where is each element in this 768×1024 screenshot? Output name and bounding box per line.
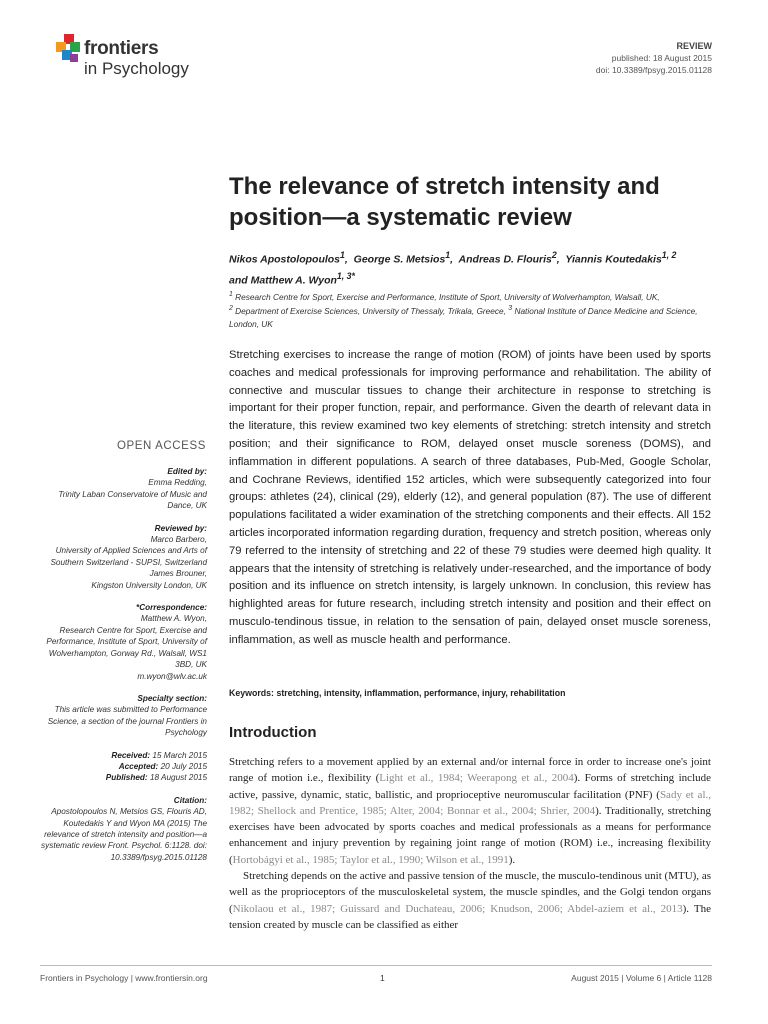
keywords-label: Keywords: bbox=[229, 688, 274, 698]
footer-issue: August 2015 | Volume 6 | Article 1128 bbox=[571, 973, 712, 983]
doi: doi: 10.3389/fpsyg.2015.01128 bbox=[595, 65, 712, 75]
published-date: 18 August 2015 bbox=[149, 773, 207, 783]
correspondence-label: *Correspondence: bbox=[136, 603, 207, 613]
author-sup: 1, 2 bbox=[661, 250, 677, 260]
published-label: Published: bbox=[105, 773, 148, 783]
text-run: ). The tension created by muscle can be classified as either bbox=[229, 902, 711, 931]
reviewed-by-label: Reviewed by: bbox=[154, 523, 207, 533]
open-access-label: OPEN ACCESS bbox=[116, 440, 206, 452]
text-run: Stretching refers to a movement applied by an external and/or internal force in order to increase one's joint range of motion i.e., flexibility ( bbox=[229, 756, 711, 785]
citation-text: Apostolopoulos N, Metsios GS, Flouris AD, Koutedakis Y and Wyon MA (2015) The relevance of stretch intensity and position—a systematic review Front. Psychol. 6:1128. doi: 10.3389/fpsyg.2015.01128 bbox=[41, 807, 207, 862]
correspondence-name: Matthew A. Wyon, bbox=[140, 614, 207, 624]
logo-subtitle: in Psychology bbox=[84, 59, 189, 78]
affil-num: 1 bbox=[229, 291, 233, 298]
author[interactable]: Andreas D. Flouris bbox=[458, 253, 552, 266]
keywords bbox=[229, 688, 711, 698]
keywords-text: stretching, intensity, inflammation, performance, injury, rehabilitation bbox=[276, 688, 566, 698]
author-sup: 1 bbox=[340, 250, 345, 260]
paragraph bbox=[229, 754, 711, 868]
text-run: ). Traditionally, stretching exercises have been advocated by sports coaches and medical professionals as a means for performance enhancement and injury prevention by regaining joint range of motion (ROM) i.e., increasing flexibility ( bbox=[229, 804, 712, 866]
article-title: The relevance of stretch intensity and position—a systematic review bbox=[229, 173, 660, 231]
correspondence-email[interactable]: m.wyon@wlv.ac.uk bbox=[137, 671, 207, 681]
frontiers-logo-icon bbox=[56, 34, 82, 64]
affil-num: 2 bbox=[229, 305, 233, 313]
affiliations bbox=[229, 289, 699, 330]
editor-affiliation: Trinity Laban Conservatoire of Music and Dance, UK bbox=[58, 489, 207, 511]
specialty-text: This article was submitted to Performance Science, a section of the journal Frontiers in Psychology bbox=[47, 705, 207, 738]
received-date: 15 March 2015 bbox=[152, 750, 207, 760]
author-sup: 1 bbox=[445, 250, 451, 260]
accepted-row bbox=[40, 761, 207, 772]
page-number: 1 bbox=[380, 973, 385, 983]
author[interactable]: and Matthew A. Wyon bbox=[229, 274, 337, 286]
text-run: ). Forms of stretching include active, passive, dynamic, static, ballistic, and proprioceptive neuromuscular facilitation (PNF) ( bbox=[229, 772, 712, 801]
text-run: ). bbox=[508, 853, 516, 866]
author-list: Nikos Apostolopoulos$^1$, George S. Metsios$^1$, Andreas D. Flouris$^2$, Yiannis Koutedakis$^{1, 2}$ and Matthew A. Wyon$^{1, 3*}$ bbox=[229, 250, 677, 286]
article-type: REVIEW bbox=[676, 41, 712, 51]
affiliation: Department of Exercise Sciences, University of Thessaly, Trikala, Greece, bbox=[235, 306, 506, 317]
accepted-date: 20 July 2015 bbox=[160, 761, 207, 771]
author[interactable]: Yiannis Koutedakis bbox=[565, 253, 662, 266]
affiliation: National Institute of Dance Medicine and Science, London, UK bbox=[229, 306, 698, 329]
author[interactable]: George S. Metsios bbox=[353, 253, 446, 266]
abstract: Stretching exercises to increase the range of motion (ROM) of joints have been used by sports coaches and medical professionals for improving performance and rehabilitation. The ability of connective and muscular tissues to change their architecture in response to stretching is important for their proper function, repair, and performance. Given the dearth of relevant data in the literature, this review examined two key elements of stretching: stretch intensity and stretch position; and their significance to ROM, delayed onset muscle soreness (DOMS), and inflammation in different populations. A search of three databases, Pub-Med, Google Scholar, and Cochrane Reviews, identified 152 articles, which were subsequently categorized into four groups: athletes (24), clinical (29), elderly (12), and general population (87). The use of different populations facilitated a wider examination of the stretching components and their effects. All 152 articles incorporated information regarding duration, frequency and stretch position, whereas only 79 referred to the intensity of stretching and 22 of these 79 studies were deemed high quality. It appears that the intensity of stretching is relatively under-researched, and the importance of body position and its influence on stretch intensity, is largely unknown. In conclusion, this review has highlighted areas for future research, including stretch intensity and position and their effect on musculo-tendinous tissue, in relation to the sensation of pain, delayed onset muscle soreness, inflammation, as well as muscle health and performance. bbox=[229, 349, 711, 646]
edited-by-label: Edited by: bbox=[167, 467, 207, 476]
citation-link[interactable]: Light et al., 1984; Weerapong et al., 2004 bbox=[379, 772, 574, 785]
journal-logo bbox=[56, 32, 206, 82]
reviewer-affiliation: Kingston University London, UK bbox=[91, 580, 207, 590]
footer-journal-link[interactable]: Frontiers in Psychology | www.frontiersin.org bbox=[40, 973, 208, 983]
paragraph bbox=[229, 868, 711, 933]
author[interactable]: Nikos Apostolopoulos bbox=[229, 253, 341, 266]
correspondence-address: Research Centre for Sport, Exercise and Performance, Institute of Sport, University of Wolverhampton, Gorway Rd., Walsall, WS1 3BD, UK bbox=[46, 625, 207, 670]
sidebar bbox=[40, 466, 207, 863]
footer-divider bbox=[40, 965, 712, 966]
reviewer-name: James Brouner, bbox=[149, 569, 207, 579]
editor-name: Emma Redding, bbox=[148, 478, 207, 488]
logo-title: frontiers bbox=[84, 38, 159, 59]
article-meta bbox=[596, 40, 712, 76]
reviewer-name: Marco Barbero, bbox=[150, 535, 207, 545]
citation-link[interactable]: Nikolaou et al., 1987; Guissard and Duchateau, 2006; Knudson, 2006; Abdel-aziem et al., 2013 bbox=[232, 902, 683, 915]
author-sup: 2 bbox=[551, 250, 557, 260]
intro-body bbox=[229, 754, 711, 933]
text-run: Stretching depends on the active and passive tension of the muscle, the musculo-tendinous unit (MTU), as well as the proprioceptors of the musculoskeletal system, the muscle spindles, and the Golgi tendon organs ( bbox=[229, 870, 711, 915]
reviewer-affiliation: University of Applied Sciences and Arts of Southern Switzerland - SUPSI, Switzerland bbox=[50, 546, 207, 567]
author-sup: 1, 3* bbox=[336, 270, 355, 281]
specialty-label: Specialty section: bbox=[137, 693, 207, 703]
affil-num: 3 bbox=[508, 305, 513, 313]
citation-link[interactable]: Hortobágyi et al., 1985; Taylor et al., 1990; Wilson et al., 1991 bbox=[232, 853, 509, 866]
published-row bbox=[40, 772, 207, 783]
affiliation: Research Centre for Sport, Exercise and Performance, Institute of Sport, University of Wolverhampton, Walsall, UK, bbox=[235, 291, 660, 302]
received-label: Received: bbox=[111, 750, 151, 760]
section-heading: Introduction bbox=[229, 724, 317, 741]
published-date: published: 18 August 2015 bbox=[611, 53, 712, 63]
citation-link[interactable]: Sady et al., 1982; Shellock and Prentice, 1985; Alter, 2004; Bonnar et al., 2004; Shrier, 2004 bbox=[229, 788, 711, 817]
accepted-label: Accepted: bbox=[118, 761, 159, 771]
citation-label: Citation: bbox=[173, 795, 207, 805]
received-row bbox=[40, 750, 207, 761]
